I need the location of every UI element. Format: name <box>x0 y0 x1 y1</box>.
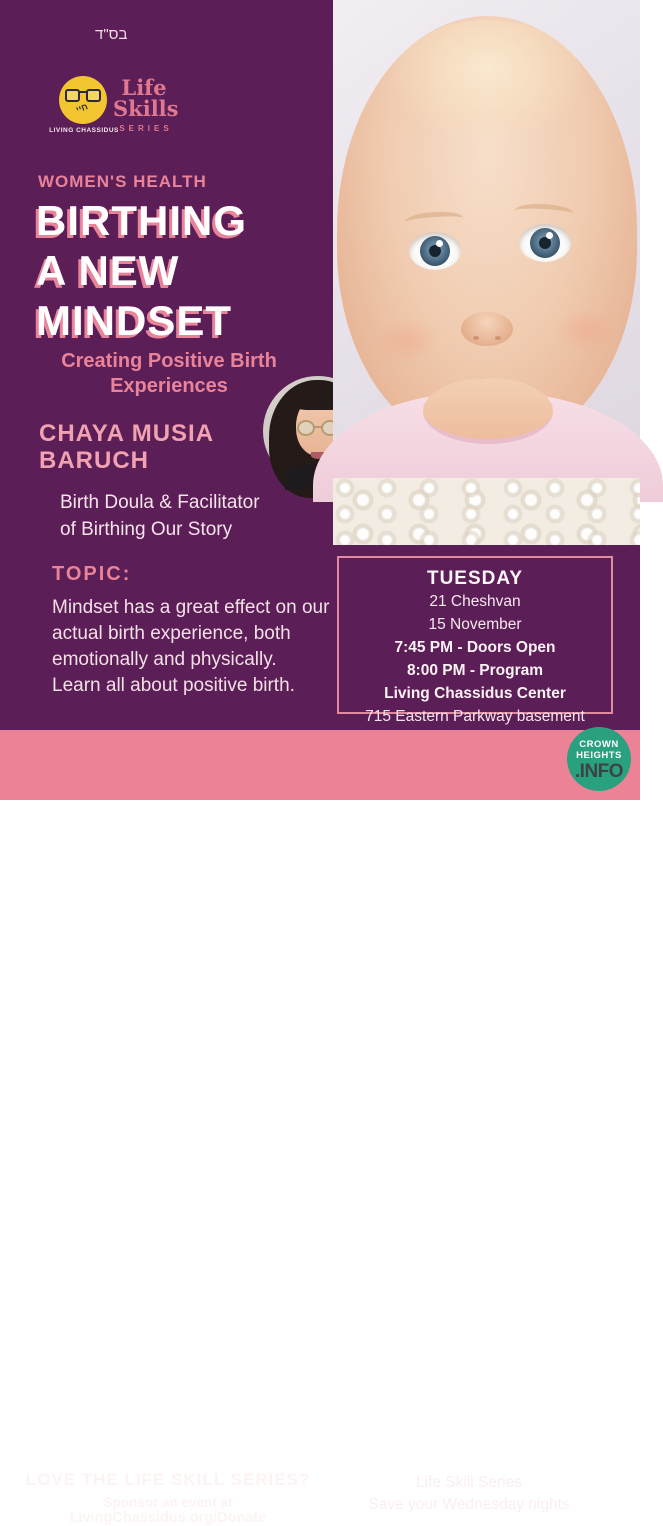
badge-info-text: .INFO <box>574 761 624 782</box>
baby-right-eye <box>519 224 571 262</box>
wordmark-life: Life <box>121 75 167 100</box>
baby-left-cheek <box>375 318 439 362</box>
speaker-role <box>60 489 260 543</box>
speaker-glasses-bridge <box>314 426 322 428</box>
baby-left-nostril <box>473 336 479 340</box>
baby-photo <box>333 0 640 545</box>
subtitle-line-1: Creating Positive Birth <box>61 350 277 372</box>
baby-right-cheek <box>555 308 619 352</box>
wordmark-series: SERIES <box>119 124 173 133</box>
event-venue: Living Chassidus Center <box>384 685 566 702</box>
crownheights-info-badge <box>567 727 631 791</box>
footer-series-name: Life Skill Series <box>416 1474 522 1491</box>
badge-heights-text: HEIGHTS <box>576 749 622 761</box>
speaker-role-line-1: Birth Doula & Facilitator <box>60 492 260 513</box>
title-line-2: A NEW <box>36 247 180 294</box>
footer-sponsor-block <box>18 1470 318 1526</box>
title-line-3: MINDSET <box>36 297 232 344</box>
footer-sponsor-text: Sponsor an event at <box>103 1495 233 1510</box>
life-skills-wordmark <box>113 75 179 133</box>
logo-brand-name: LIVING CHASSIDUS <box>49 127 119 134</box>
speaker-name <box>39 420 214 474</box>
speaker-name-line-2: BARUCH <box>39 447 149 474</box>
baby-right-eye-highlight <box>546 232 553 239</box>
event-title <box>36 196 247 346</box>
event-day: TUESDAY <box>426 568 524 589</box>
subtitle-line-2: Experiences <box>110 375 228 397</box>
category-label: WOMEN'S HEALTH <box>38 172 207 191</box>
badge-crown-text: CROWN <box>579 739 619 750</box>
event-address: 715 Eastern Parkway basement <box>365 708 585 725</box>
event-doors-open-time: 7:45 PM - Doors Open <box>394 639 556 656</box>
event-subtitle <box>36 349 302 399</box>
baby-left-eye <box>409 232 461 270</box>
bsd-hebrew-text: בס"ד <box>95 26 128 43</box>
event-program-time: 8:00 PM - Program <box>406 662 544 679</box>
glasses-right-lens <box>86 89 101 102</box>
baby-hair <box>393 20 583 140</box>
white-fluffy-rug <box>333 478 640 545</box>
speaker-role-line-2: of Birthing Our Story <box>60 519 233 540</box>
footer-series-tagline: Save your Wednesday nights <box>368 1496 570 1513</box>
topic-description: Mindset has a great effect on our actual birth experience, both emotionally and physically. Learn all about positive birth. <box>52 597 330 696</box>
event-hebrew-date: 21 Cheshvan <box>429 593 521 610</box>
logo-hebrew-mark: חיי <box>74 101 90 115</box>
donate-url-link[interactable]: LivingChassidus.org/Donate <box>69 1510 267 1526</box>
event-details-box <box>337 556 613 725</box>
title-line-1: BIRTHING <box>36 197 247 244</box>
footer-series-block <box>330 1472 608 1516</box>
topic-heading: TOPIC: <box>52 563 132 585</box>
living-chassidus-logo-icon <box>59 76 107 124</box>
baby-nose <box>461 312 513 346</box>
event-date: 15 November <box>428 616 522 633</box>
glasses-left-lens <box>65 89 80 102</box>
footer-bar <box>0 730 640 1526</box>
wordmark-skills: Skills <box>113 96 179 121</box>
speaker-glasses-left <box>297 420 315 436</box>
speaker-name-line-1: CHAYA MUSIA <box>39 420 215 447</box>
baby-left-eye-highlight <box>436 240 443 247</box>
baby-right-nostril <box>495 336 501 340</box>
footer-question: LOVE THE LIFE SKILL SERIES? <box>25 1470 311 1489</box>
baby-neckline <box>423 378 553 444</box>
